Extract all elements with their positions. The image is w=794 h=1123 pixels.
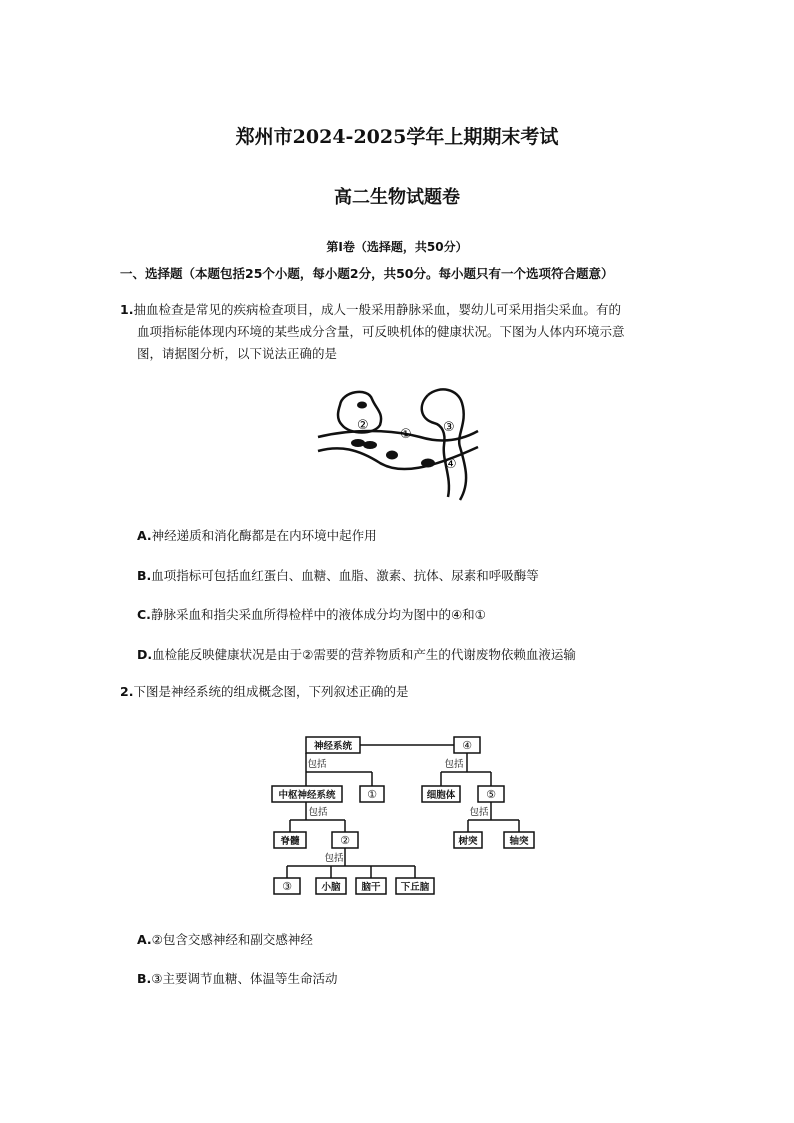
- figure-label-2: ②: [357, 418, 369, 433]
- q2-text: 下图是神经系统的组成概念图，下列叙述正确的是: [133, 684, 409, 699]
- q2-option-a[interactable]: A.②包含交感神经和副交感神经: [137, 932, 313, 947]
- label-1: ①: [367, 788, 377, 801]
- q1-option-b[interactable]: B.血项指标可包括血红蛋白、血糖、血脂、激素、抗体、尿素和呼吸酶等: [137, 568, 539, 583]
- q1-option-a[interactable]: A.神经递质和消化酶都是在内环境中起作用: [137, 528, 377, 543]
- label-include-3: 包括: [308, 807, 328, 818]
- label-cns: 中枢神经系统: [278, 790, 336, 801]
- lymph-vessel-outer: [428, 389, 466, 500]
- label-include-1: 包括: [307, 759, 327, 770]
- q1-text-1: 抽血检查是常见的疾病检查项目，成人一般采用静脉采血，婴幼儿可采用指尖采血。有的: [133, 302, 621, 317]
- label-dendrite: 树突: [458, 836, 478, 847]
- q1-stem-line-2: 血项指标能体现内环境的某些成分含量，可反映机体的健康状况。下图为人体内环境示意: [137, 324, 625, 339]
- label-spinal-cord: 脊髓: [280, 836, 300, 847]
- cell-nucleus: [357, 402, 367, 409]
- figure-label-1: ①: [400, 427, 412, 442]
- blood-cell: [351, 439, 365, 447]
- internal-environment-figure: [310, 385, 485, 503]
- label-include-2: 包括: [444, 759, 464, 770]
- exam-title: 郑州市2024-2025学年上期期末考试: [235, 126, 559, 148]
- figure-label-4: ④: [445, 457, 457, 472]
- label-include-4: 包括: [469, 807, 489, 818]
- blood-cell: [421, 459, 435, 468]
- label-2: ②: [340, 834, 350, 847]
- section-heading: 一、选择题（本题包括25个小题，每小题2分，共50分。每小题只有一个选项符合题意）: [120, 266, 614, 281]
- blood-cell: [386, 451, 398, 460]
- q1-number: 1.: [120, 302, 134, 317]
- label-hypothalamus: 下丘脑: [400, 882, 430, 893]
- label-axon: 轴突: [509, 836, 529, 847]
- q1-option-c[interactable]: C.静脉采血和指尖采血所得检样中的液体成分均为图中的④和①: [137, 607, 486, 622]
- q2-option-b[interactable]: B.③主要调节血糖、体温等生命活动: [137, 971, 338, 986]
- exam-subtitle: 高二生物试题卷: [334, 187, 460, 208]
- label-include-5: 包括: [324, 853, 344, 864]
- q1-option-d[interactable]: D.血检能反映健康状况是由于②需要的营养物质和产生的代谢废物依赖血液运输: [137, 647, 576, 662]
- label-3: ③: [282, 880, 292, 893]
- label-5: ⑤: [486, 788, 496, 801]
- label-cell-body: 细胞体: [426, 790, 456, 801]
- label-brainstem: 脑干: [361, 882, 381, 893]
- q1-stem-line-3: 图，请据图分析，以下说法正确的是: [137, 346, 338, 361]
- q2-number: 2.: [120, 684, 134, 699]
- label-4: ④: [462, 739, 472, 752]
- label-nervous-system: 神经系统: [313, 741, 353, 752]
- lymph-vessel-inner: [422, 395, 449, 497]
- blood-cell: [363, 441, 377, 449]
- label-cerebellum: 小脑: [321, 882, 341, 893]
- q2-stem: [120, 683, 408, 701]
- nervous-system-concept-map: [268, 734, 540, 898]
- q1-stem-line-1: [120, 301, 621, 319]
- figure-label-3: ③: [443, 420, 455, 435]
- part-heading: 第Ⅰ卷（选择题，共50分）: [326, 240, 468, 254]
